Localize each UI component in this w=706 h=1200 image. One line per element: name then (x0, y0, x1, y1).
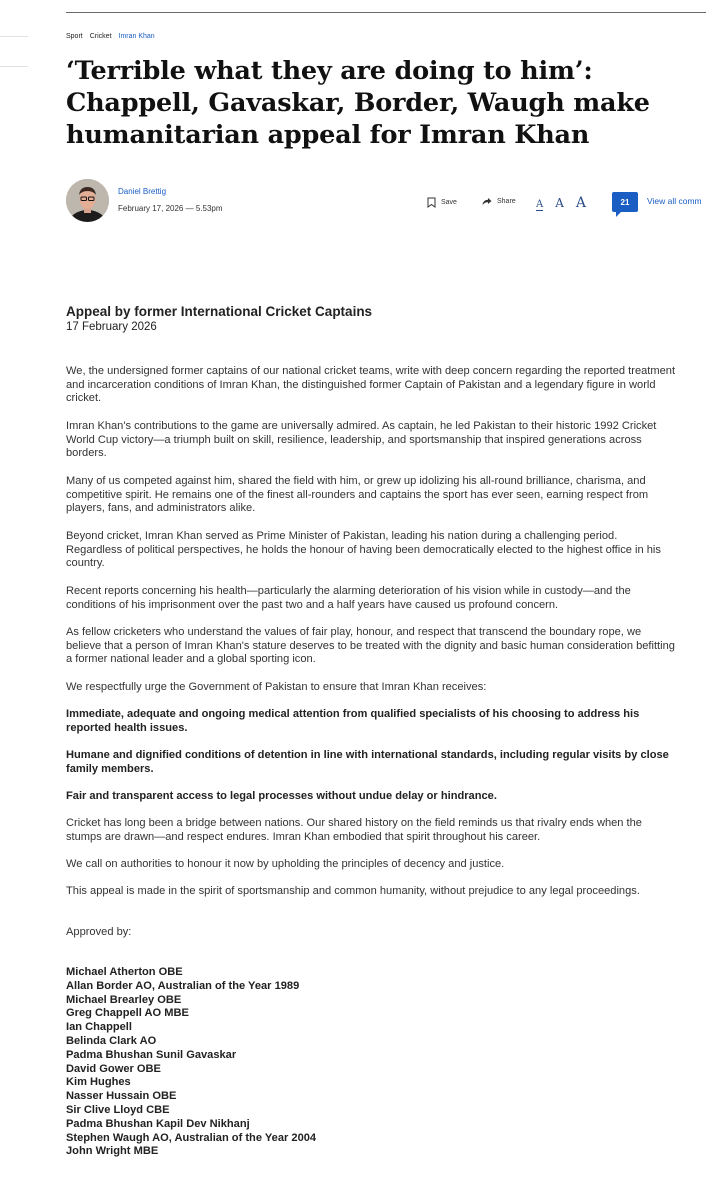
letter-paragraph: Recent reports concerning his health—particularly the alarming deterioration of his vision while in custody—and the conditions of his imprisonment over the past two and a half years have caused us profound concern. (66, 585, 631, 611)
signatory: John Wright MBE (66, 1145, 159, 1158)
letter-paragraph: We, the undersigned former captains of our national cricket teams, write with deep concern regarding the reported treatment and incarceration conditions of Imran Khan, the distinguished former Captain of Pakistan and a legendary figure in world cricket. (66, 365, 676, 405)
letter-demand: Immediate, adequate and ongoing medical attention from qualified specialists of his choosing to address his reported health issues. (66, 708, 640, 734)
signatory: Sir Clive Lloyd CBE (66, 1103, 170, 1116)
save-label: Save (441, 199, 457, 206)
page-title: ‘Terrible what they are doing to him’: Chappell, Gavaskar, Border, Waugh make humanitarian appeal for Imran Khan (66, 56, 650, 150)
letter-paragraph: Many of us competed against him, shared the field with him, or grew up idolizing his all-round brilliance, charisma, and competitive spirit. He remains one of the finest all-rounders and captains the sport has ever seen, earning respect from players, fans, and administrators alike. (66, 475, 649, 515)
letter-paragraph: Imran Khan's contributions to the game are universally admired. As captain, he led Pakistan to their historic 1992 Cricket World Cup victory—a triumph built on skill, resilience, leadership, and sportsmanship that inspired generations across borders. (66, 420, 657, 460)
top-divider (66, 12, 706, 13)
author-name[interactable]: Daniel Brettig (118, 187, 167, 196)
save-button[interactable] (427, 197, 457, 208)
view-all-comments-link[interactable]: View all comm (647, 196, 702, 206)
letter-paragraph: Cricket has long been a bridge between nations. Our shared history on the field reminds us that rivalry ends when the stumps are drawn—and respect endures. Imran Khan embodied that spirit throughout his career. (66, 817, 642, 843)
font-size-medium-button[interactable]: A (555, 196, 564, 210)
signatory-list (66, 966, 316, 1159)
signatory: Padma Bhushan Kapil Dev Nikhanj (66, 1117, 250, 1130)
letter-demand: Humane and dignified conditions of detention in line with international standards, including regular visits by close family members. (66, 749, 669, 775)
letter-paragraph: This appeal is made in the spirit of sportsmanship and common humanity, without prejudice to any legal proceedings. (66, 885, 640, 897)
left-edge-rules (0, 0, 30, 80)
comment-count-badge[interactable]: 21 (612, 192, 638, 212)
font-size-small-button[interactable]: A (536, 199, 544, 210)
letter-paragraph: We respectfully urge the Government of Pakistan to ensure that Imran Khan receives: (66, 681, 487, 693)
author-avatar[interactable] (66, 179, 109, 222)
breadcrumb-imran-khan[interactable]: Imran Khan (118, 33, 155, 40)
signatory: Stephen Waugh AO, Australian of the Year 2004 (66, 1131, 317, 1144)
signatory: Michael Atherton OBE (66, 966, 183, 978)
signatory: David Gower OBE (66, 1062, 161, 1075)
letter-demand: Fair and transparent access to legal processes without undue delay or hindrance. (66, 790, 497, 802)
share-button[interactable] (482, 197, 516, 206)
letter-paragraph: Approved by: (66, 926, 132, 938)
letter-paragraph: As fellow cricketers who understand the values of fair play, honour, and respect that transcend the boundary rope, we believe that a person of Imran Khan's stature deserves to be treated with the dignity and basic human consideration befitting a former national leader and a global sporting icon. (66, 626, 675, 666)
letter-paragraph: Beyond cricket, Imran Khan served as Prime Minister of Pakistan, leading his nation during a challenging period. Regardless of political perspectives, he holds the honour of having been democratically elected to the highest office in his country. (66, 530, 661, 570)
breadcrumb-sport[interactable]: Sport (66, 33, 83, 40)
author-photo-icon (66, 179, 109, 222)
signatory: Kim Hughes (66, 1076, 131, 1089)
share-label: Share (497, 198, 516, 205)
signatory: Allan Border AO, Australian of the Year 1989 (66, 979, 300, 992)
divider (0, 66, 28, 67)
breadcrumb-cricket[interactable]: Cricket (89, 33, 112, 40)
share-arrow-icon (482, 197, 492, 206)
publish-date: February 17, 2026 — 5.53pm (118, 204, 223, 213)
font-size-large-button[interactable]: A (575, 195, 587, 211)
signatory: Michael Brearley OBE (66, 993, 182, 1006)
font-size-controls (536, 195, 586, 211)
letter-date: 17 February 2026 (66, 321, 157, 333)
signatory: Greg Chappell AO MBE (66, 1007, 189, 1020)
signatory: Belinda Clark AO (66, 1034, 157, 1047)
letter-title: Appeal by former International Cricket Captains (66, 304, 373, 319)
signatory: Padma Bhushan Sunil Gavaskar (66, 1048, 237, 1061)
signatory: Ian Chappell (66, 1021, 132, 1034)
signatory: Nasser Hussain OBE (66, 1090, 177, 1103)
divider (0, 36, 28, 37)
bookmark-icon (427, 197, 436, 208)
letter-paragraph: We call on authorities to honour it now by upholding the principles of decency and justice. (66, 858, 505, 870)
breadcrumb (66, 33, 155, 40)
